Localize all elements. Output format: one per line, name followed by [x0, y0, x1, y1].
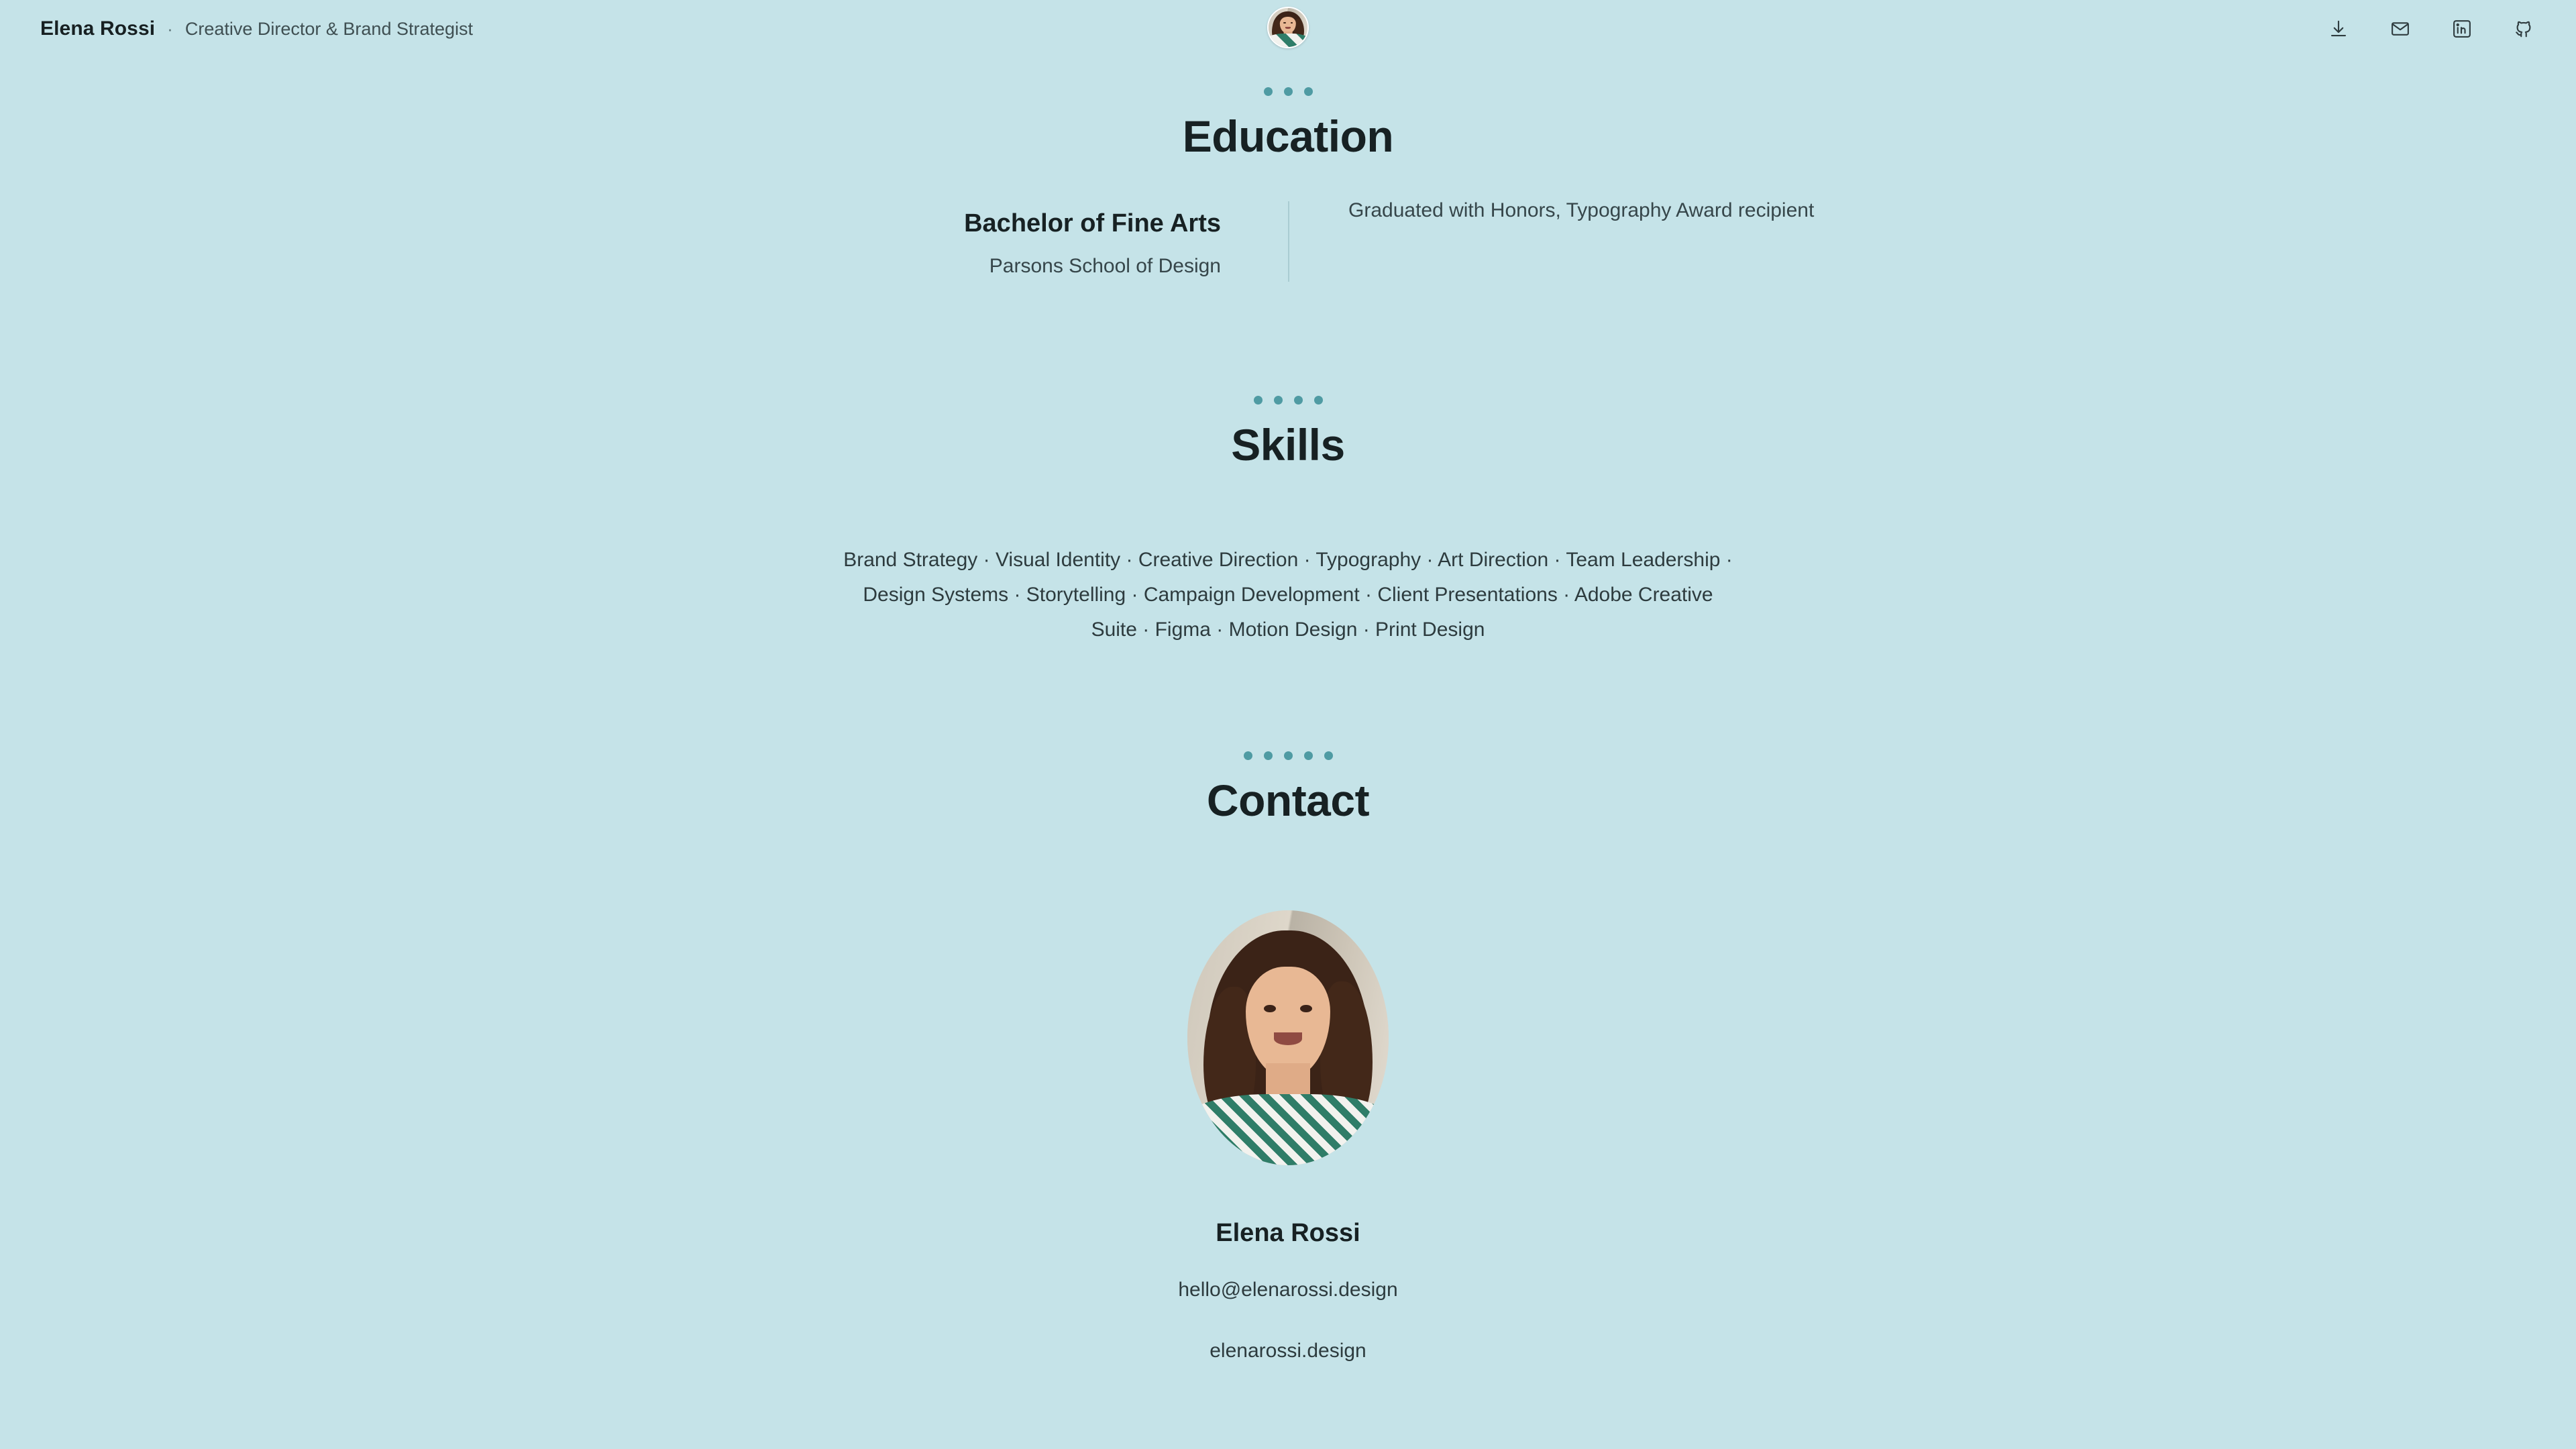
section-dots-education [0, 87, 2576, 96]
avatar [1267, 7, 1309, 48]
skills-list: Brand Strategy · Visual Identity · Creative Direction · Typography · Art Direction · Team Leadership · Design Systems · Storytelling · Campaign Development · Client Presentations · Adobe Creative Suite · Figma · Motion Design · Print Design [843, 548, 1733, 641]
section-title-education: Education [1182, 111, 1394, 161]
brand-separator: · [167, 19, 173, 39]
section-contact [0, 751, 2576, 1362]
section-education [0, 87, 2576, 160]
contact-name: Elena Rossi [1216, 1218, 1360, 1247]
education-entry [731, 208, 1261, 278]
brand [40, 17, 473, 40]
email-icon[interactable] [2385, 14, 2415, 44]
education-school: Parsons School of Design [989, 254, 1221, 277]
top-bar-actions [2324, 0, 2538, 58]
section-dots-contact [0, 751, 2576, 760]
top-bar [0, 0, 2576, 58]
github-icon[interactable] [2509, 14, 2538, 44]
brand-name: Elena Rossi [40, 17, 156, 40]
download-icon[interactable] [2324, 14, 2353, 44]
education-degree: Bachelor of Fine Arts [964, 209, 1221, 237]
section-skills [0, 396, 2576, 647]
section-title-skills: Skills [1231, 420, 1345, 470]
contact-website[interactable]: elenarossi.design [1210, 1339, 1366, 1362]
avatar-portrait-art [1269, 8, 1307, 47]
education-divider [1288, 201, 1289, 282]
section-title-contact: Contact [1206, 775, 1370, 825]
contact-email[interactable]: hello@elenarossi.design [1178, 1278, 1398, 1301]
brand-role: Creative Director & Brand Strategist [184, 18, 474, 39]
contact-portrait [1187, 910, 1389, 1165]
contact-portrait-art [1187, 910, 1389, 1165]
linkedin-icon[interactable] [2447, 14, 2477, 44]
education-note: Graduated with Honors, Typography Award recipient [1348, 201, 1815, 221]
section-dots-skills [0, 396, 2576, 405]
